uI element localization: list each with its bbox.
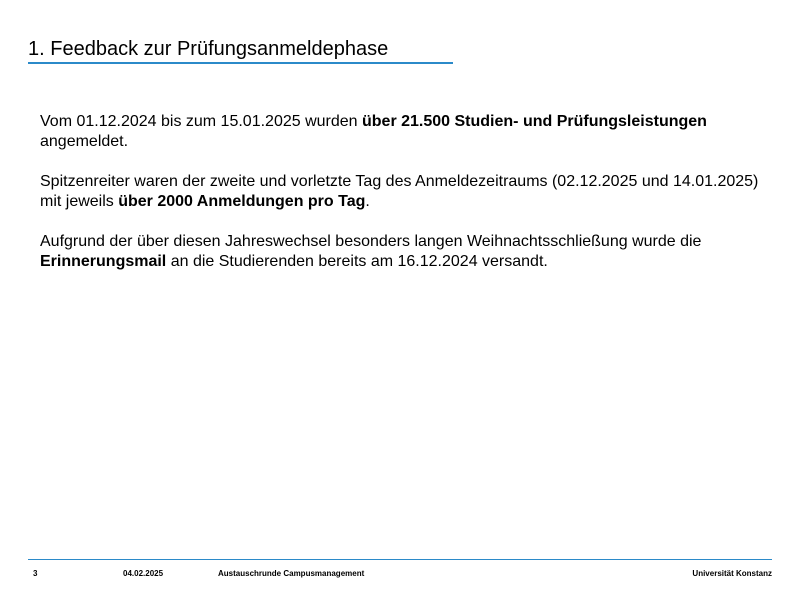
title-underline [28,62,453,64]
slide-body [40,112,760,292]
paragraph-peak-days [40,172,760,212]
footer-date: 04.02.2025 [123,569,164,578]
paragraph-2-text-a: Spitzenreiter waren der zweite und vorletzte Tag des Anmeldezeitraums (02.12.2025 und 14.01.2025) mit jeweils [40,173,759,210]
footer-organization: Universität Konstanz [692,569,772,578]
slide-title: 1. Feedback zur Prüfungsanmeldephase [28,38,389,60]
paragraph-3-highlight: Erinnerungsmail [40,253,167,270]
paragraph-1-text-c: angemeldet. [40,133,129,150]
paragraph-2-text-c: . [365,193,370,210]
footer-page-number: 3 [33,569,38,578]
paragraph-3-text-c: an die Studierenden bereits am 16.12.2024 versandt. [166,253,548,270]
footer-divider [28,559,772,560]
paragraph-1-text-a: Vom 01.12.2024 bis zum 15.01.2025 wurden [40,113,362,130]
paragraph-2-highlight: über 2000 Anmeldungen pro Tag [118,193,366,210]
paragraph-3-text-a: Aufgrund der über diesen Jahreswechsel besonders langen Weihnachtsschließung wurde die [40,233,702,250]
paragraph-1-highlight: über 21.500 Studien- und Prüfungsleistungen [362,113,707,130]
paragraph-registrations [40,112,760,152]
paragraph-reminder-mail [40,232,760,272]
footer-event-name: Austauschrunde Campusmanagement [218,569,365,578]
